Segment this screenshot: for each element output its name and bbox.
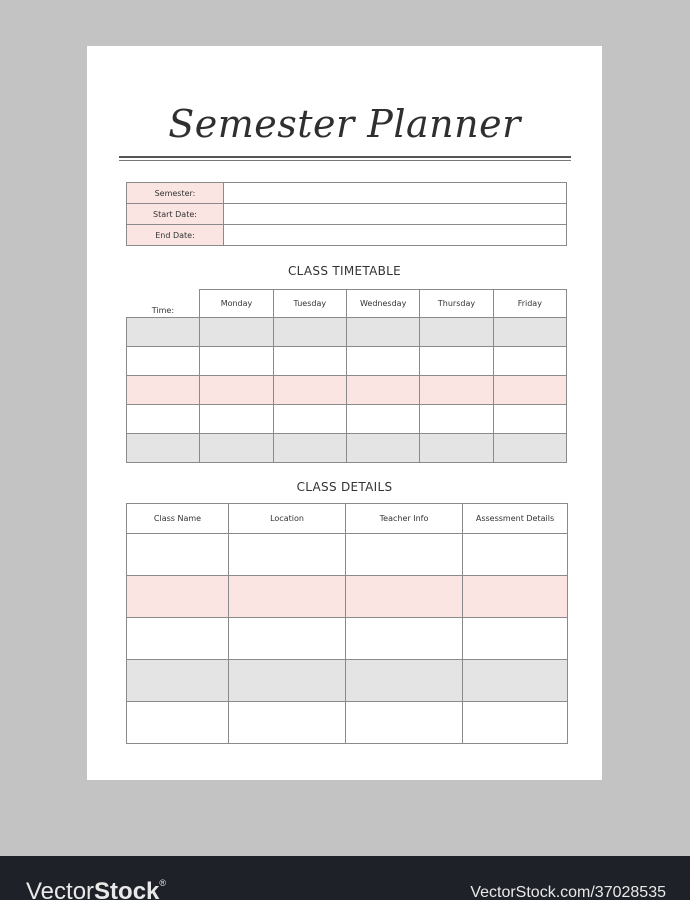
class-details-row (127, 618, 568, 660)
timetable-header-row (127, 290, 567, 318)
day-header-thursday: Thursday (420, 290, 493, 318)
timetable-row (127, 375, 567, 404)
timetable-cell-wednesday[interactable] (346, 375, 419, 404)
column-header-assessment-details: Assessment Details (463, 504, 568, 534)
class-details-cell-location[interactable] (229, 576, 346, 618)
timetable-cell-monday[interactable] (200, 346, 273, 375)
class-details-cell-assessment-details[interactable] (463, 702, 568, 744)
timetable-cell-thursday[interactable] (420, 404, 493, 433)
time-cell[interactable] (127, 375, 200, 404)
class-details-cell-class-name[interactable] (127, 702, 229, 744)
timetable-cell-wednesday[interactable] (346, 317, 419, 346)
time-cell[interactable] (127, 317, 200, 346)
timetable-cell-friday[interactable] (493, 433, 566, 462)
end-date-field[interactable] (224, 225, 567, 246)
timetable-row (127, 433, 567, 462)
timetable-body (127, 317, 567, 462)
day-header-tuesday: Tuesday (273, 290, 346, 318)
class-details-cell-assessment-details[interactable] (463, 618, 568, 660)
day-header-friday: Friday (493, 290, 566, 318)
timetable-cell-friday[interactable] (493, 317, 566, 346)
class-details-body (127, 534, 568, 744)
class-details-header-row (127, 504, 568, 534)
timetable-heading: CLASS TIMETABLE (287, 264, 401, 278)
start-date-label: Start Date: (127, 204, 224, 225)
registered-mark: ® (159, 878, 167, 888)
timetable-cell-tuesday[interactable] (273, 375, 346, 404)
watermark-footer (0, 856, 690, 900)
watermark-url: VectorStock.com/37028535 (470, 884, 666, 900)
semester-info-table (126, 182, 567, 246)
class-details-cell-teacher-info[interactable] (346, 576, 463, 618)
title-divider-thin (119, 160, 571, 161)
class-details-row (127, 576, 568, 618)
brand-text-regular: Vector (26, 878, 95, 900)
timetable-cell-tuesday[interactable] (273, 433, 346, 462)
class-details-cell-teacher-info[interactable] (346, 534, 463, 576)
column-header-class-name: Class Name (127, 504, 229, 534)
class-details-cell-class-name[interactable] (127, 618, 229, 660)
page-title: Semester Planner (168, 102, 521, 146)
timetable-cell-wednesday[interactable] (346, 346, 419, 375)
timetable-row (127, 317, 567, 346)
class-details-cell-assessment-details[interactable] (463, 534, 568, 576)
class-details-cell-teacher-info[interactable] (346, 702, 463, 744)
class-details-cell-location[interactable] (229, 660, 346, 702)
timetable-cell-tuesday[interactable] (273, 317, 346, 346)
timetable-cell-friday[interactable] (493, 375, 566, 404)
class-details-cell-assessment-details[interactable] (463, 660, 568, 702)
time-column-header: Time: (127, 290, 200, 318)
info-row-semester (127, 183, 567, 204)
column-header-teacher-info: Teacher Info (346, 504, 463, 534)
day-header-monday: Monday (200, 290, 273, 318)
info-row-end-date (127, 225, 567, 246)
class-details-cell-assessment-details[interactable] (463, 576, 568, 618)
start-date-field[interactable] (224, 204, 567, 225)
class-details-heading: CLASS DETAILS (296, 480, 393, 494)
timetable-cell-friday[interactable] (493, 404, 566, 433)
column-header-location: Location (229, 504, 346, 534)
timetable-cell-thursday[interactable] (420, 375, 493, 404)
vectorstock-logo (26, 878, 166, 900)
timetable-row (127, 346, 567, 375)
timetable-row (127, 404, 567, 433)
info-row-start-date (127, 204, 567, 225)
class-details-row (127, 534, 568, 576)
timetable-cell-tuesday[interactable] (273, 404, 346, 433)
title-divider-thick (119, 156, 571, 158)
timetable-cell-wednesday[interactable] (346, 433, 419, 462)
class-details-row (127, 660, 568, 702)
timetable-cell-monday[interactable] (200, 404, 273, 433)
timetable-cell-monday[interactable] (200, 375, 273, 404)
class-details-table (126, 503, 568, 744)
timetable-cell-monday[interactable] (200, 317, 273, 346)
timetable-cell-monday[interactable] (200, 433, 273, 462)
class-details-cell-class-name[interactable] (127, 576, 229, 618)
class-details-cell-location[interactable] (229, 534, 346, 576)
timetable-cell-wednesday[interactable] (346, 404, 419, 433)
timetable-cell-thursday[interactable] (420, 433, 493, 462)
day-header-wednesday: Wednesday (346, 290, 419, 318)
class-details-row (127, 702, 568, 744)
timetable-cell-thursday[interactable] (420, 346, 493, 375)
time-cell[interactable] (127, 346, 200, 375)
timetable-cell-friday[interactable] (493, 346, 566, 375)
class-details-cell-class-name[interactable] (127, 534, 229, 576)
class-details-cell-teacher-info[interactable] (346, 618, 463, 660)
class-details-cell-teacher-info[interactable] (346, 660, 463, 702)
brand-text-bold: Stock (94, 878, 160, 900)
semester-field[interactable] (224, 183, 567, 204)
time-cell[interactable] (127, 433, 200, 462)
semester-label: Semester: (127, 183, 224, 204)
planner-sheet (87, 46, 602, 780)
class-details-cell-location[interactable] (229, 702, 346, 744)
class-timetable (126, 289, 567, 463)
end-date-label: End Date: (127, 225, 224, 246)
timetable-cell-thursday[interactable] (420, 317, 493, 346)
class-details-cell-location[interactable] (229, 618, 346, 660)
time-cell[interactable] (127, 404, 200, 433)
timetable-cell-tuesday[interactable] (273, 346, 346, 375)
class-details-cell-class-name[interactable] (127, 660, 229, 702)
